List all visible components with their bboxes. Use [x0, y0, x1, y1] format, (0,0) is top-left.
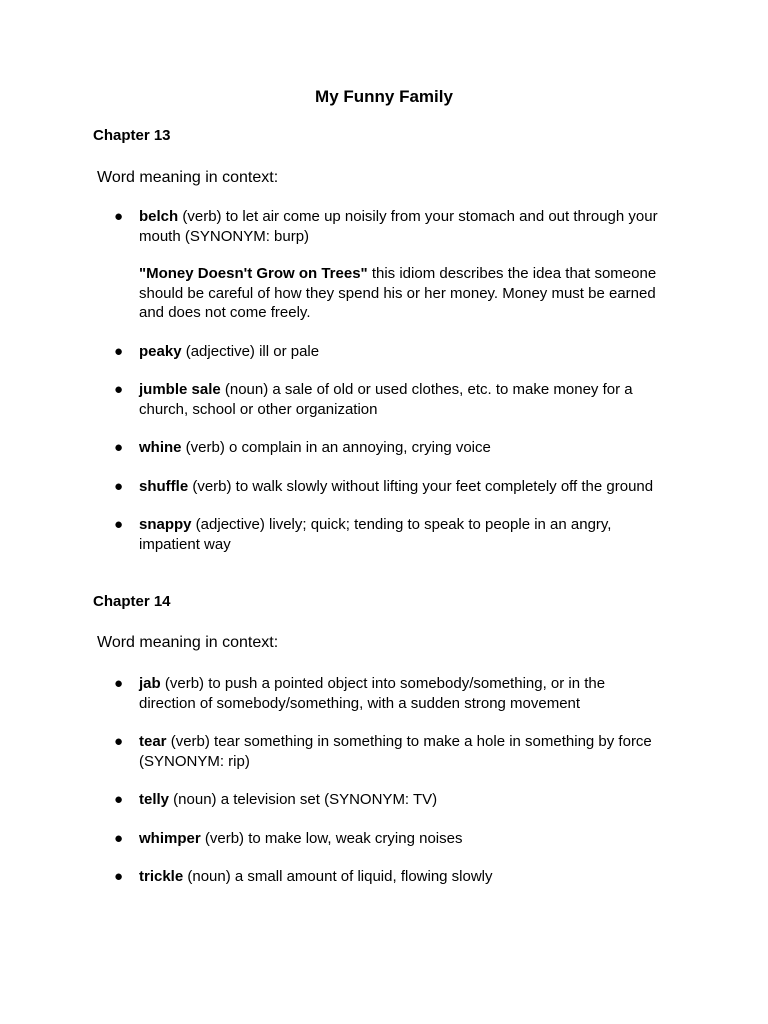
- definition-text: (noun) a small amount of liquid, flowing slowly: [183, 868, 493, 885]
- chapter-13-lead: Word meaning in context:: [97, 169, 279, 186]
- definition-shuffle: [139, 477, 653, 497]
- definition-text: (verb) o complain in an annoying, crying voice: [181, 439, 491, 456]
- bullet-icon: ●: [114, 516, 124, 533]
- definition-text: (verb) tear something in something to make a hole in something by force: [166, 733, 652, 750]
- page-title: My Funny Family: [315, 87, 453, 106]
- term-jumble-sale: jumble sale: [139, 381, 221, 398]
- definition-text: direction of somebody/something, with a sudden strong movement: [139, 694, 581, 712]
- definition-tear: [139, 732, 652, 771]
- term-peaky: peaky: [139, 343, 182, 360]
- definition-text: (adjective) lively; quick; tending to speak to people in an angry,: [191, 516, 612, 533]
- definition-text: impatient way: [139, 535, 231, 553]
- definition-trickle: [139, 867, 493, 887]
- term-whine: whine: [139, 439, 182, 456]
- definition-whine: [139, 438, 491, 458]
- definition-text: (verb) to push a pointed object into somebody/something, or in the: [160, 675, 606, 692]
- definition-telly: [139, 790, 437, 810]
- definition-jab: [139, 674, 605, 713]
- bullet-icon: ●: [114, 343, 124, 360]
- term-telly: telly: [139, 791, 170, 808]
- term-snappy: snappy: [139, 516, 192, 533]
- term-tear: tear: [139, 733, 167, 750]
- definition-text: (noun) a sale of old or used clothes, etc. to make money for a: [220, 381, 633, 398]
- definition-text: this idiom describes the idea that someone: [367, 265, 657, 282]
- definition-belch: [139, 207, 658, 246]
- bullet-icon: ●: [114, 868, 124, 885]
- term-shuffle: shuffle: [139, 478, 189, 495]
- bullet-icon: ●: [114, 675, 124, 692]
- bullet-icon: ●: [114, 791, 124, 808]
- bullet-icon: ●: [114, 478, 124, 495]
- chapter-14-lead: Word meaning in context:: [97, 634, 279, 651]
- bullet-icon: ●: [114, 208, 124, 225]
- definition-peaky: [139, 342, 319, 362]
- definition-text: and does not come freely.: [139, 304, 311, 321]
- definition-jumble-sale: [139, 380, 633, 419]
- definition-text: (verb) to let air come up noisily from your stomach and out through your: [178, 208, 658, 225]
- definition-whimper: [139, 829, 462, 849]
- definition-idiom: [139, 264, 656, 323]
- bullet-icon: ●: [114, 733, 124, 750]
- bullet-icon: ●: [114, 381, 124, 398]
- term-idiom: "Money Doesn't Grow on Trees": [139, 265, 368, 282]
- bullet-icon: ●: [114, 830, 124, 847]
- bullet-icon: ●: [114, 439, 124, 456]
- definition-text: should be careful of how they spend his or her money. Money must be earned: [139, 284, 656, 302]
- term-trickle: trickle: [139, 868, 184, 885]
- definition-text: (adjective) ill or pale: [181, 343, 320, 360]
- definition-text: (verb) to make low, weak crying noises: [200, 830, 463, 847]
- term-belch: belch: [139, 208, 179, 225]
- definition-snappy: [139, 515, 611, 554]
- term-whimper: whimper: [139, 830, 201, 847]
- definition-text: (noun) a television set (SYNONYM: TV): [169, 791, 438, 808]
- chapter-14-heading: Chapter 14: [93, 593, 171, 610]
- chapter-13-heading: Chapter 13: [93, 127, 171, 144]
- definition-text: (verb) to walk slowly without lifting your feet completely off the ground: [188, 478, 654, 495]
- term-jab: jab: [139, 675, 161, 692]
- definition-text: mouth (SYNONYM: burp): [139, 227, 310, 245]
- definition-text: (SYNONYM: rip): [139, 752, 250, 770]
- definition-text: church, school or other organization: [139, 400, 378, 418]
